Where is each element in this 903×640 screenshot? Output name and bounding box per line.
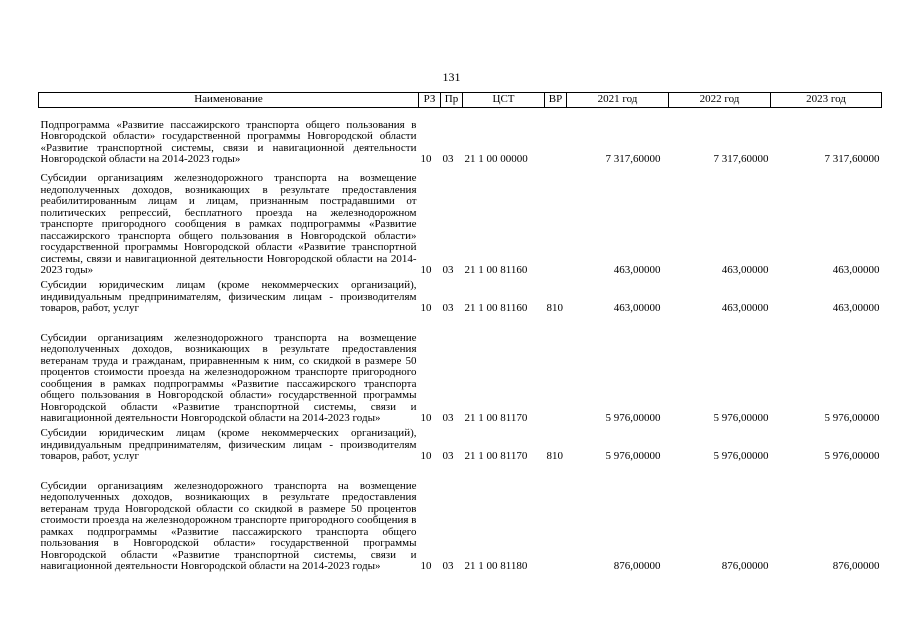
table-row bbox=[39, 108, 882, 166]
row-pr: 03 bbox=[442, 412, 454, 424]
row-name: Подпрограмма «Развитие пассажирского транспорта общего пользования в Новгородской области» государственной программы Новгородской области «Развитие транспортной системы, связи и навигационной деятельности Новгородской области на 2014-2023 годы» bbox=[40, 118, 417, 165]
row-vr bbox=[545, 166, 567, 277]
row-2023: 463,00000 bbox=[832, 302, 880, 314]
row-pr: 03 bbox=[442, 560, 454, 572]
header-vr: ВР bbox=[545, 93, 567, 108]
row-2023: 5 976,00000 bbox=[824, 450, 880, 462]
row-name: Субсидии организациям железнодорожного транспорта на возмещение недополученных доходов, возникающих в результате предоставления реабилитированным лицам и лицам, признанным пострадавшими от политических репрессий, бесплатного проезда на железнодорожном транспорте пригородного сообщения в рамках подпрограммы «Развитие пассажирского транспорта общего пользования в Новгородской области» государственной программы Новгородской области «Развитие транспортной системы, связи и навигационной деятельности Новгородской области на 2014-2023 годы» bbox=[40, 172, 417, 276]
row-2023: 876,00000 bbox=[832, 560, 880, 572]
table-row bbox=[39, 277, 882, 315]
header-rz: РЗ bbox=[419, 93, 441, 108]
row-name: Субсидии организациям железнодорожного транспорта на возмещение недополученных доходов, возникающих в результате предоставления ветеранам труда и гражданам, приравненным к ним, со скидкой в размере 50 процентов стоимости проезда на железнодорожном транспорте пригородного сообщения в рамках подпрограммы «Развитие пассажирского транспорта общего пользования в Новгородской области» государственной программы Новгородской области «Развитие транспортной системы, связи и навигационной деятельности Новгородской области на 2014-2023 годы» bbox=[40, 331, 417, 424]
row-2023: 463,00000 bbox=[832, 264, 880, 276]
header-cst: ЦСТ bbox=[463, 93, 545, 108]
row-2023: 5 976,00000 bbox=[824, 412, 880, 424]
row-2022: 5 976,00000 bbox=[713, 412, 769, 424]
row-rz: 10 bbox=[420, 560, 432, 572]
table-row bbox=[39, 315, 882, 425]
table-row bbox=[39, 425, 882, 463]
row-2022: 463,00000 bbox=[721, 302, 769, 314]
row-2022: 876,00000 bbox=[721, 560, 769, 572]
row-vr: 810 bbox=[546, 450, 563, 462]
row-cst: 21 1 00 81180 bbox=[464, 560, 528, 572]
header-2022: 2022 год bbox=[669, 93, 771, 108]
row-vr bbox=[545, 108, 567, 166]
row-2022: 7 317,60000 bbox=[713, 153, 769, 165]
row-rz: 10 bbox=[420, 412, 432, 424]
row-cst: 21 1 00 81170 bbox=[464, 450, 528, 462]
row-vr bbox=[545, 463, 567, 573]
table-row bbox=[39, 463, 882, 573]
row-2021: 5 976,00000 bbox=[605, 412, 661, 424]
row-cst: 21 1 00 81160 bbox=[464, 302, 528, 314]
row-pr: 03 bbox=[442, 264, 454, 276]
row-2021: 463,00000 bbox=[613, 264, 661, 276]
row-pr: 03 bbox=[442, 153, 454, 165]
row-vr bbox=[545, 315, 567, 425]
row-name: Субсидии юридическим лицам (кроме некоммерческих организаций), индивидуальным предпринимателям, физическим лицам - производителям товаров, работ, услуг bbox=[40, 279, 417, 314]
table-row bbox=[39, 166, 882, 277]
row-rz: 10 bbox=[420, 302, 432, 314]
row-2023: 7 317,60000 bbox=[824, 153, 880, 165]
row-pr: 03 bbox=[442, 450, 454, 462]
row-2022: 5 976,00000 bbox=[713, 450, 769, 462]
row-name: Субсидии юридическим лицам (кроме некоммерческих организаций), индивидуальным предпринимателям, физическим лицам - производителям товаров, работ, услуг bbox=[40, 427, 417, 462]
row-cst: 21 1 00 81170 bbox=[464, 412, 528, 424]
header-name: Наименование bbox=[39, 93, 419, 108]
row-rz: 10 bbox=[420, 153, 432, 165]
row-cst: 21 1 00 81160 bbox=[464, 264, 528, 276]
row-rz: 10 bbox=[420, 450, 432, 462]
page-number: 131 bbox=[442, 70, 461, 84]
row-2021: 463,00000 bbox=[613, 302, 661, 314]
header-2023: 2023 год bbox=[771, 93, 882, 108]
row-name: Субсидии организациям железнодорожного транспорта на возмещение недополученных доходов, возникающих в результате предоставления ветеранам труда Новгородской области со скидкой в размере 50 процентов стоимости проезда на железнодорожном транспорте пригородного сообщения в рамках подпрограммы «Развитие пассажирского транспорта общего пользования в Новгородской области» государственной программы Новгородской области «Развитие транспортной системы, связи и навигационной деятельности Новгородской области на 2014-2023 годы» bbox=[40, 479, 417, 572]
row-2021: 7 317,60000 bbox=[605, 153, 661, 165]
row-2022: 463,00000 bbox=[721, 264, 769, 276]
budget-table bbox=[38, 92, 882, 573]
row-2021: 876,00000 bbox=[613, 560, 661, 572]
row-2021: 5 976,00000 bbox=[605, 450, 661, 462]
header-pr: Пр bbox=[441, 93, 463, 108]
row-vr: 810 bbox=[546, 302, 563, 314]
row-pr: 03 bbox=[442, 302, 454, 314]
table-header-row bbox=[39, 93, 882, 108]
row-cst: 21 1 00 00000 bbox=[464, 153, 528, 165]
header-2021: 2021 год bbox=[567, 93, 669, 108]
row-rz: 10 bbox=[420, 264, 432, 276]
